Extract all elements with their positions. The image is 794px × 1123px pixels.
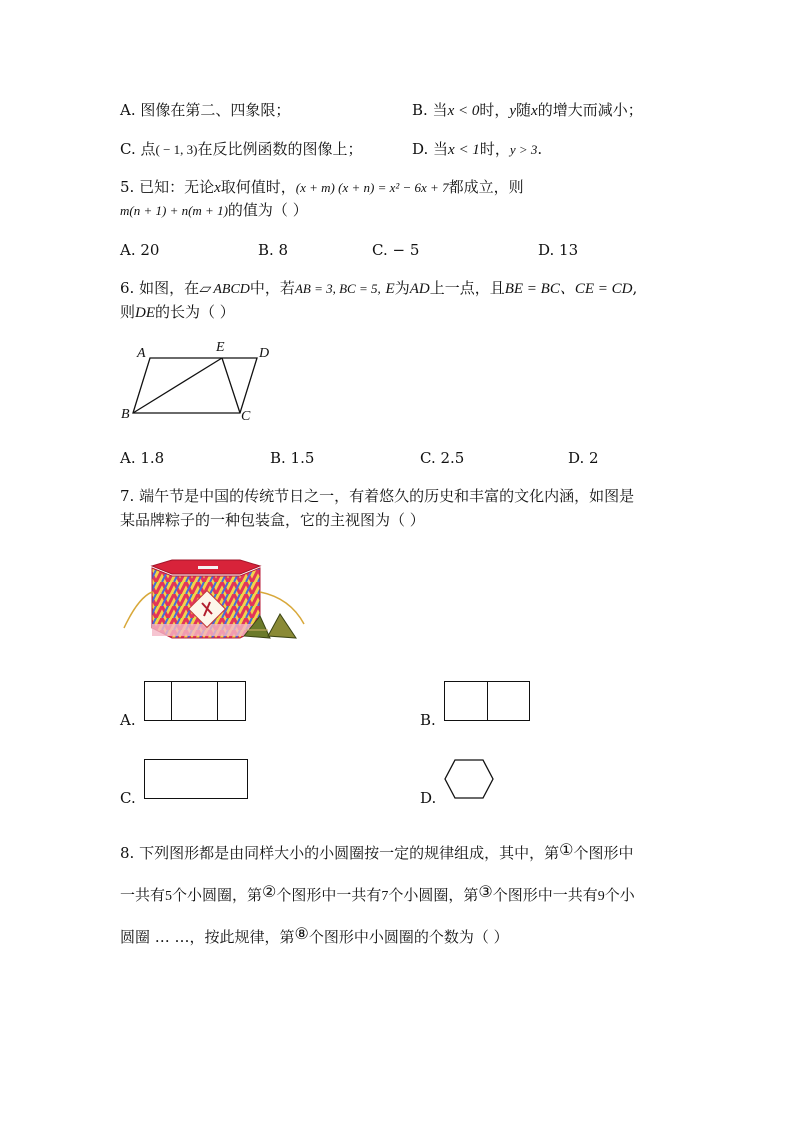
q6-e: E [385, 281, 395, 297]
q4-d-condition: x < 1 [448, 142, 480, 158]
q7-option-a-shape [144, 681, 246, 721]
q4-d-result: y > 3 [509, 142, 538, 157]
segment-ec [222, 358, 240, 413]
q4-d-prefix: D. 当 [412, 140, 449, 158]
segment-be [133, 358, 222, 413]
point-label-d: D [259, 346, 270, 361]
q6-condition2: BE = BC、CE = CD [504, 281, 633, 297]
q5-stem-line2 [120, 200, 308, 221]
q8-stem-line3 [120, 926, 509, 948]
q7-option-a-label: A. [120, 711, 136, 729]
q8-stem-line2 [120, 884, 635, 908]
q5-option-a: A. 20 [120, 241, 160, 259]
q5-expression: m(n + 1) + n(m + 1) [120, 203, 228, 218]
q4-option-b [412, 100, 643, 121]
q6-stem-line2 [120, 302, 235, 323]
point-label-b: B [121, 407, 130, 422]
q5-prefix: 5. 已知：无论 [120, 178, 215, 196]
q4-c-suffix: 在反比例函数的图像上； [197, 140, 363, 158]
q8-count-5: 5 [165, 889, 173, 904]
q6-condition1: AB = 3, BC = 5, [294, 281, 381, 296]
q8-text: 一共有 [120, 886, 166, 904]
q8-text: 个图形中一共有 [492, 886, 598, 904]
q5-question: 的值为（ ） [227, 201, 308, 219]
q6-line2-suffix: 的长为（ ） [155, 303, 235, 321]
q4-option-d [412, 139, 542, 160]
q8-line1-prefix: 8. 下列图形都是由同样大小的小圆圈按一定的规律组成，其中，第 [120, 844, 560, 862]
q8-circled-1: ① [559, 840, 574, 859]
q8-text: 个图形中小圆圈的个数为（ ） [308, 928, 509, 946]
q4-b-y: y [509, 103, 517, 119]
parallelogram-abcd [133, 358, 257, 413]
q5-option-c: C. − 5 [372, 241, 420, 259]
q6-line2-prefix: 则 [120, 303, 136, 321]
point-label-c: C [241, 409, 251, 424]
q4-b-x: x [531, 103, 538, 119]
q6-option-a: A. 1.8 [120, 449, 165, 467]
q6-parallelogram: ▱ ABCD [199, 282, 250, 297]
q5-option-b: B. 8 [258, 241, 289, 259]
q4-option-c [120, 139, 363, 160]
q6-option-c: C. 2.5 [420, 449, 465, 467]
q8-count-7: 7 [381, 889, 389, 904]
q6-option-d: D. 2 [568, 449, 599, 467]
q7-option-d-label: D. [420, 789, 437, 807]
q4-d-end: . [537, 140, 543, 158]
q7-option-b-shape [444, 681, 530, 721]
q7-stem-line1: 7. 端午节是中国的传统节日之一，有着悠久的历史和丰富的文化内涵，如图是 [120, 487, 635, 505]
q4-b-condition: x < 0 [447, 103, 480, 119]
q4-b-mid2: 随 [516, 101, 532, 119]
q6-de: DE [135, 305, 156, 321]
q6-mid2: 为 [394, 279, 410, 297]
q4-b-prefix: B. 当 [412, 101, 448, 119]
divider [217, 682, 218, 720]
q5-mid: 取何值时， [220, 178, 296, 196]
q4-b-mid: 时， [479, 101, 510, 119]
divider [487, 682, 488, 720]
q6-mid: 中，若 [249, 279, 295, 297]
q8-text: 个小 [604, 886, 635, 904]
q8-text: 个图形中一共有 [276, 886, 382, 904]
zongzi-box-image [120, 558, 310, 648]
q4-c-point: ( − 1, 3) [155, 142, 198, 157]
q8-circled-8: ⑧ [294, 924, 309, 943]
q8-line1-suffix: 个图形中 [573, 844, 634, 862]
q4-b-suffix: 的增大而减小； [537, 101, 643, 119]
q7-stem-line2: 某品牌粽子的一种包装盒，它的主视图为（ ） [120, 511, 425, 529]
q4-d-mid: 时， [479, 140, 510, 158]
q5-option-d: D. 13 [538, 241, 579, 259]
q8-text: 个小圆圈，第 [172, 886, 263, 904]
q8-stem-line1 [120, 842, 633, 864]
divider [171, 682, 172, 720]
q4-option-a: A. 图像在第二、四象限； [120, 101, 291, 119]
q7-option-c-label: C. [120, 789, 136, 807]
q6-prefix: 6. 如图，在 [120, 279, 200, 297]
point-label-a: A [137, 346, 146, 361]
q5-stem-line1 [120, 177, 524, 198]
q8-circled-3: ③ [478, 882, 493, 901]
q5-identity: (x + m) (x + n) = x² − 6x + 7 [295, 180, 449, 195]
q4-c-prefix: C. 点 [120, 140, 156, 158]
q6-ad: AD [409, 281, 430, 297]
q8-count-9: 9 [597, 889, 605, 904]
q6-mid3: 上一点，且 [429, 279, 505, 297]
q8-circled-2: ② [262, 882, 277, 901]
q8-text: 圆圈 … …，按此规律，第 [120, 928, 295, 946]
q5-suffix: 都成立，则 [448, 178, 524, 196]
q7-option-b-label: B. [420, 711, 436, 729]
q8-text: 个小圆圈，第 [388, 886, 479, 904]
q5-x: x [214, 180, 221, 196]
point-label-e: E [216, 340, 225, 355]
q6-end: , [632, 279, 638, 297]
q7-option-d-shape [442, 758, 496, 802]
q6-option-b: B. 1.5 [270, 449, 315, 467]
q6-stem-line1 [120, 278, 637, 300]
q7-option-c-shape [144, 759, 248, 799]
